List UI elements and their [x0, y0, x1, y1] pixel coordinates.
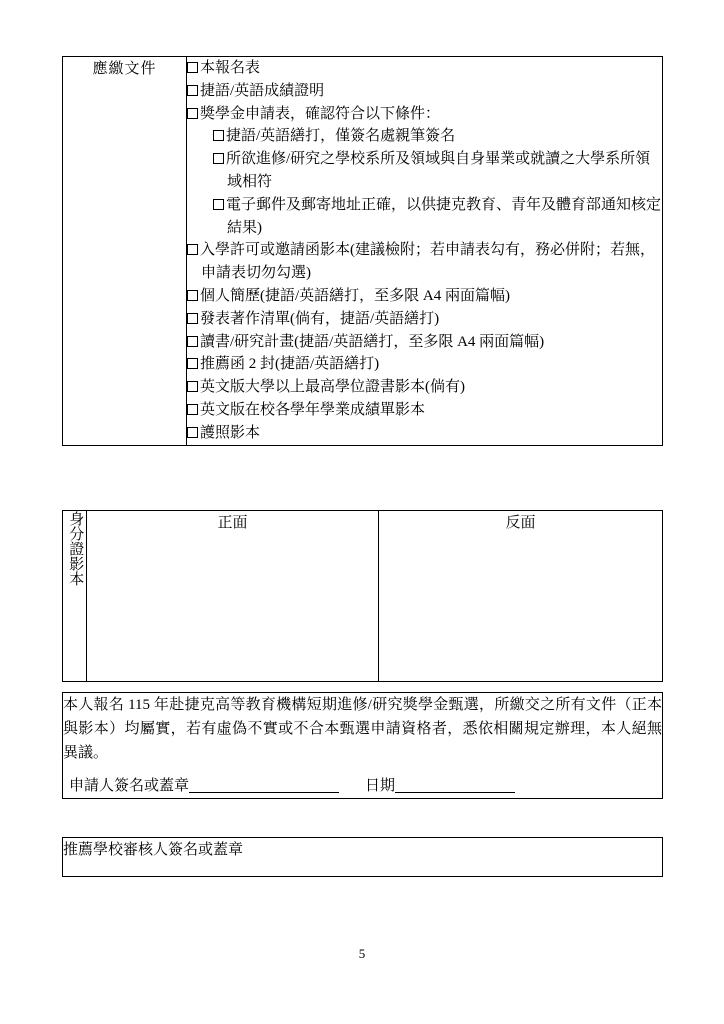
- required-documents-label: 應繳文件: [63, 57, 187, 446]
- table-row-declaration: [63, 693, 663, 799]
- checklist-item[interactable]: 捷語/英語成績證明: [187, 80, 662, 103]
- checkbox-icon[interactable]: [187, 62, 198, 73]
- checkbox-icon[interactable]: [213, 199, 224, 210]
- checklist-item[interactable]: 護照影本: [187, 422, 662, 445]
- checkbox-icon[interactable]: [213, 153, 224, 164]
- declaration-text: 本人報名 115 年赴捷克高等教育機構短期進修/研究獎學金甄選，所繳交之所有文件（正本與影本）均屬實，若有虛偽不實或不合本甄選申請資格者，悉依相關規定辦理，本人絕無異議。: [63, 697, 662, 761]
- checkbox-icon[interactable]: [187, 381, 198, 392]
- checkbox-icon[interactable]: [187, 358, 198, 369]
- declaration-cell: [63, 693, 663, 799]
- application-form-table: [62, 56, 663, 446]
- date-label: 日期: [365, 778, 396, 794]
- date-field[interactable]: [395, 776, 515, 793]
- checklist-item[interactable]: 個人簡歷(捷語/英語繕打，至多限 A4 兩面篇幅): [187, 285, 662, 308]
- checklist-item[interactable]: 入學許可或邀請函影本(建議檢附；若申請表勾有，務必併附；若無，申請表切勿勾選): [187, 239, 662, 285]
- applicant-signature-label: 申請人簽名或蓋章: [69, 778, 190, 794]
- checklist-item[interactable]: 本報名表: [187, 57, 662, 80]
- checkbox-icon[interactable]: [187, 313, 198, 324]
- checkbox-icon[interactable]: [187, 404, 198, 415]
- checkbox-icon[interactable]: [187, 244, 198, 255]
- checkbox-icon[interactable]: [213, 130, 224, 141]
- id-card-label-text: 身分證影本: [67, 511, 84, 586]
- checklist-item[interactable]: 英文版在校各學年學業成績單影本: [187, 399, 662, 422]
- checklist-item[interactable]: 推薦函 2 封(捷語/英語繕打): [187, 353, 662, 376]
- table-row-required-documents: [63, 57, 663, 446]
- id-card-label: [63, 511, 87, 682]
- applicant-signature-field[interactable]: [189, 776, 339, 793]
- checklist-subitem[interactable]: 所欲進修/研究之學校系所及領域與自身畢業或就讀之大學系所領域相符: [187, 148, 662, 194]
- checkbox-icon[interactable]: [187, 290, 198, 301]
- id-card-table: [62, 510, 663, 682]
- declaration-table: [62, 692, 663, 799]
- table-row-recommender: [63, 838, 663, 877]
- checklist-item[interactable]: 獎學金申請表，確認符合以下條件：: [187, 103, 662, 126]
- id-card-front-area[interactable]: 正面: [87, 511, 379, 682]
- checkbox-icon[interactable]: [187, 336, 198, 347]
- recommender-label: 推薦學校審核人簽名或蓋章: [63, 842, 244, 858]
- checklist-item[interactable]: 發表著作清單(倘有，捷語/英語繕打): [187, 308, 662, 331]
- checklist-item[interactable]: 讀書/研究計畫(捷語/英語繕打，至多限 A4 兩面篇幅): [187, 331, 662, 354]
- checklist-subitem[interactable]: 捷語/英語繕打，僅簽名處親筆簽名: [187, 125, 662, 148]
- signature-line: [63, 774, 662, 798]
- recommender-table: [62, 837, 663, 877]
- checkbox-icon[interactable]: [187, 427, 198, 438]
- checklist-subitem[interactable]: 電子郵件及郵寄地址正確，以供捷克教育、青年及體育部通知核定結果): [187, 194, 662, 240]
- id-card-back-area[interactable]: 反面: [379, 511, 663, 682]
- table-row-id-card: [63, 511, 663, 682]
- checkbox-icon[interactable]: [187, 108, 198, 119]
- page-number: 5: [358, 946, 366, 961]
- checkbox-icon[interactable]: [187, 85, 198, 96]
- required-documents-checklist: [187, 57, 663, 446]
- recommender-cell[interactable]: [63, 838, 663, 877]
- checklist-item[interactable]: 英文版大學以上最高學位證書影本(倘有): [187, 376, 662, 399]
